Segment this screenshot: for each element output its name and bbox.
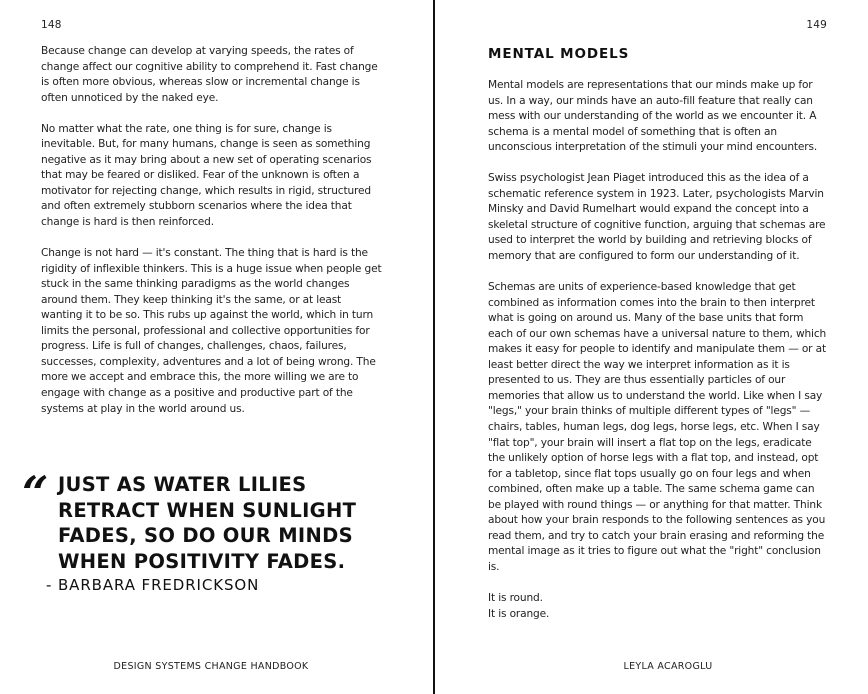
page-number-left: 148 [41, 19, 62, 31]
closing-lines [488, 591, 830, 622]
paragraph: Schemas are units of experience-based knowledge that get combined as information comes into the brain to then interpret what is going on around us. Many of the base units that form each of our own schemas have a universal nature to them, which makes it easy for people to identify and manipulate them — or at least better direct the way we interpret information as it is presented to us. They are thus essentially particles of our memories that allow us to understand the world. Like when I say "legs," your brain thinks of multiple different types of "legs" — chairs, tables, human legs, dog legs, horse legs, etc. When I say "flat top", your brain will insert a flat top on the legs, eradicate the unlikely option of horse legs with a flat top, and instead, opt for a tabletop, since flat tops usually go on four legs and when combined, often make up a table. The same schema game can be played with round things — or anything for that matter. Think about how your brain responds to the following sentences as you read them, and try to catch your brain erasing and reforming the mental image as it tries to figure out what the "right" conclusion is. [488, 281, 827, 573]
footer-author: LEYLA ACAROGLU [623, 661, 713, 672]
quote-text: JUST AS WATER LILIES RETRACT WHEN SUNLIGHT FADES, SO DO OUR MINDS WHEN POSITIVITY FADES. [58, 473, 357, 573]
paragraph: Change is not hard — it's constant. The thing that is hard is the rigidity of inflexible thinkers. This is a huge issue when people get stuck in the same thinking paradigms as the world changes around them. They keep thinking it's the same, or at least wanting it to be so. This rubs up against the world, which in turn limits the personal, professional and collective opportunities for progress. Life is full of changes, challenges, chaos, failures, successes, complexity, adventures and a lot of being wrong. The more we accept and embrace this, the more willing we are to engage with change as a positive and productive part of the systems at play in the world around us. [41, 247, 382, 415]
section-title: MENTAL MODELS [488, 46, 630, 62]
paragraph: Mental models are representations that our minds make up for us. In a way, our minds have an auto-fill feature that really can mess with our understanding of the world as we encounter it. A schema is a mental model of something that is often an unconscious interpretation of the stimuli your mind encounters. [488, 79, 818, 154]
paragraph: Because change can develop at varying speeds, the rates of change affect our cognitive ability to comprehend it. Fast change is often more obvious, whereas slow or incremental change is often unnoticed by the naked eye. [41, 45, 378, 104]
left-page-body [41, 44, 383, 433]
footer-book-title: DESIGN SYSTEMS CHANGE HANDBOOK [113, 661, 309, 672]
paragraph: No matter what the rate, one thing is for sure, change is inevitable. But, for many humans, change is seen as something negative as it may bring about a new set of operating scenarios that may be feared or disliked. Fear of the unknown is often a motivator for rejecting change, which results in rigid, structured and often extremely stubborn scenarios where the idea that change is hard is then reinforced. [41, 122, 372, 229]
right-page [435, 0, 868, 694]
page-number-right: 149 [806, 19, 827, 31]
quote-author: - BARBARA FREDRICKSON [46, 576, 260, 594]
closing-line: It is orange. [488, 607, 550, 620]
paragraph: Swiss psychologist Jean Piaget introduced this as the idea of a schematic reference system in 1923. Later, psychologists Marvin Minsky and David Rumelhart would expand the concept into a skeletal structure of cognitive function, arguing that schemas are used to interpret the world by building and retrieving blocks of memory that are configured to form our understanding of it. [488, 172, 826, 263]
quote-mark-icon: “ [22, 466, 49, 520]
closing-line: It is round. [488, 592, 543, 605]
right-page-body [488, 78, 830, 622]
